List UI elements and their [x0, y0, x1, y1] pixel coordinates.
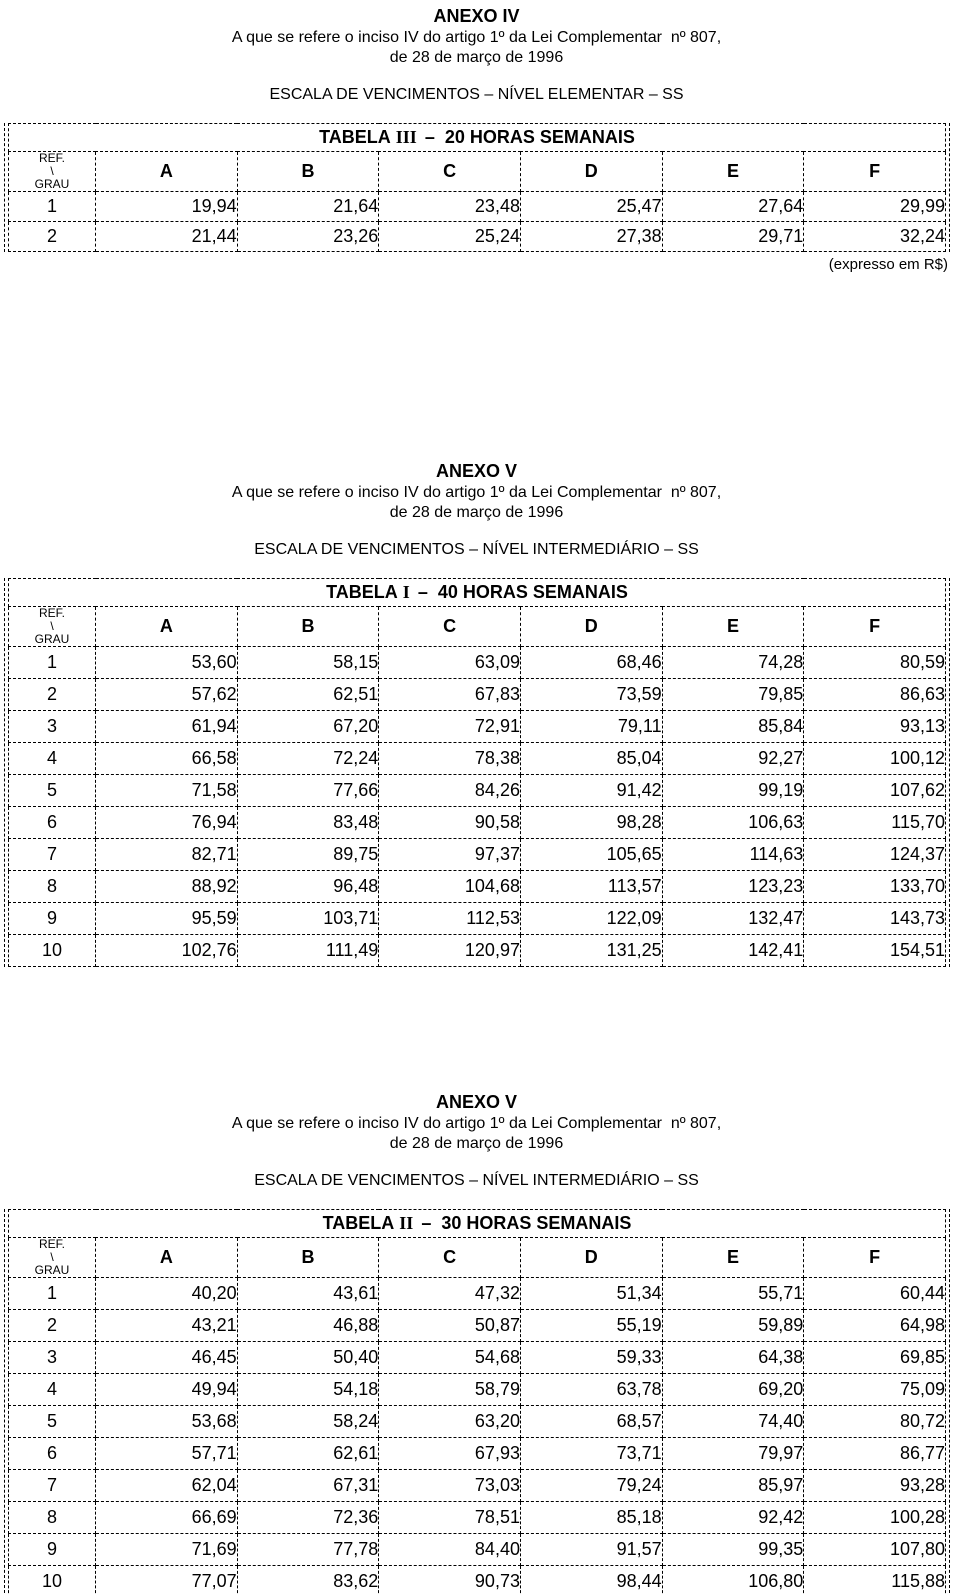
table-row [9, 935, 946, 967]
value-cell: 57,62 [96, 679, 238, 711]
value-cell: 43,61 [237, 1278, 379, 1310]
value-cell: 96,48 [237, 871, 379, 903]
corner-line-slash: \ [50, 164, 54, 178]
escala-heading: ESCALA DE VENCIMENTOS – NÍVEL INTERMEDIÁRIO – SS [254, 1172, 699, 1189]
value-cell: 133,70 [804, 871, 946, 903]
value-cell: 86,63 [804, 679, 946, 711]
value-cell: 73,59 [520, 679, 662, 711]
value-cell: 84,26 [379, 775, 521, 807]
ref-grau-cell: 8 [9, 871, 96, 903]
value-cell: 106,80 [662, 1566, 804, 1594]
value-cell: 62,61 [237, 1438, 379, 1470]
column-header-e: E [662, 1238, 804, 1278]
value-cell: 74,40 [662, 1406, 804, 1438]
value-cell: 49,94 [96, 1374, 238, 1406]
value-cell: 63,09 [379, 647, 521, 679]
tabela-ii-30-horas-frame [4, 1209, 950, 1594]
column-header-f: F [804, 607, 946, 647]
table-title-prefix: TABELA [326, 582, 398, 602]
tabela-i-40-horas [8, 578, 946, 967]
value-cell: 92,27 [662, 743, 804, 775]
value-cell: 77,66 [237, 775, 379, 807]
value-cell: 29,99 [804, 192, 946, 222]
value-cell: 55,19 [520, 1310, 662, 1342]
table-row [9, 647, 946, 679]
value-cell: 98,44 [520, 1566, 662, 1594]
table-title [9, 124, 946, 152]
table-title-numeral: I [402, 582, 410, 602]
table-header-row [9, 1238, 946, 1278]
table-row [9, 1310, 946, 1342]
value-cell: 115,70 [804, 807, 946, 839]
value-cell: 64,98 [804, 1310, 946, 1342]
value-cell: 79,97 [662, 1438, 804, 1470]
value-cell: 59,33 [520, 1342, 662, 1374]
value-cell: 107,80 [804, 1534, 946, 1566]
value-cell: 55,71 [662, 1278, 804, 1310]
value-cell: 73,71 [520, 1438, 662, 1470]
value-cell: 83,62 [237, 1566, 379, 1594]
value-cell: 122,09 [520, 903, 662, 935]
table-title-row [9, 1210, 946, 1238]
value-cell: 114,63 [662, 839, 804, 871]
column-header-b: B [237, 1238, 379, 1278]
tabela-iii-20-horas [8, 123, 946, 252]
table-row [9, 1438, 946, 1470]
value-cell: 54,68 [379, 1342, 521, 1374]
column-header-c: C [379, 607, 521, 647]
value-cell: 43,21 [96, 1310, 238, 1342]
value-cell: 77,78 [237, 1534, 379, 1566]
value-cell: 97,37 [379, 839, 521, 871]
value-cell: 63,20 [379, 1406, 521, 1438]
value-cell: 62,04 [96, 1470, 238, 1502]
value-cell: 85,97 [662, 1470, 804, 1502]
ref-grau-cell: 5 [9, 1406, 96, 1438]
anexo-subtitle-line2: de 28 de março de 1996 [389, 1135, 564, 1152]
ref-grau-cell: 3 [9, 711, 96, 743]
anexo-title: ANEXO IV [433, 6, 520, 26]
value-cell: 124,37 [804, 839, 946, 871]
table-title-prefix: TABELA [322, 1213, 395, 1233]
value-cell: 60,44 [804, 1278, 946, 1310]
ref-grau-cell: 2 [9, 222, 96, 252]
table-row [9, 1374, 946, 1406]
value-cell: 111,49 [237, 935, 379, 967]
value-cell: 92,42 [662, 1502, 804, 1534]
column-header-e: E [662, 152, 804, 192]
table-title-row [9, 124, 946, 152]
table-title-suffix: – 40 HORAS SEMANAIS [417, 582, 628, 602]
table-row [9, 1342, 946, 1374]
value-cell: 67,20 [237, 711, 379, 743]
ref-grau-cell: 1 [9, 192, 96, 222]
anexo-title: ANEXO V [435, 1092, 518, 1112]
value-cell: 76,94 [96, 807, 238, 839]
value-cell: 71,69 [96, 1534, 238, 1566]
table-header-row [9, 607, 946, 647]
value-cell: 71,58 [96, 775, 238, 807]
tabela-ii-30-horas [8, 1209, 946, 1594]
table-row [9, 775, 946, 807]
value-cell: 132,47 [662, 903, 804, 935]
table-row [9, 192, 946, 222]
value-cell: 85,18 [520, 1502, 662, 1534]
ref-grau-cell: 2 [9, 1310, 96, 1342]
value-cell: 100,12 [804, 743, 946, 775]
value-cell: 131,25 [520, 935, 662, 967]
value-cell: 84,40 [379, 1534, 521, 1566]
value-cell: 90,58 [379, 807, 521, 839]
value-cell: 95,59 [96, 903, 238, 935]
table-row [9, 1534, 946, 1566]
anexo-subtitle-line2: de 28 de março de 1996 [389, 49, 564, 66]
ref-grau-corner [9, 152, 96, 192]
value-cell: 51,34 [520, 1278, 662, 1310]
value-cell: 53,60 [96, 647, 238, 679]
ref-grau-cell: 6 [9, 1438, 96, 1470]
value-cell: 19,94 [96, 192, 238, 222]
table-row [9, 1566, 946, 1594]
value-cell: 68,57 [520, 1406, 662, 1438]
value-cell: 27,64 [662, 192, 804, 222]
table-header-row [9, 152, 946, 192]
table-row [9, 1470, 946, 1502]
table-row [9, 1502, 946, 1534]
ref-grau-cell: 7 [9, 839, 96, 871]
corner-line-grau: GRAU [34, 632, 70, 646]
column-header-e: E [662, 607, 804, 647]
corner-line-grau: GRAU [34, 1263, 70, 1277]
table-title [9, 1210, 946, 1238]
table-title-suffix: – 20 HORAS SEMANAIS [424, 127, 635, 147]
value-cell: 21,64 [237, 192, 379, 222]
anexo-subtitle-line1: A que se refere o inciso IV do artigo 1º da Lei Complementar nº 807, [231, 484, 722, 501]
value-cell: 58,15 [237, 647, 379, 679]
table-row [9, 1278, 946, 1310]
section-anexo-v-tabela-i [0, 460, 953, 967]
value-cell: 80,59 [804, 647, 946, 679]
section-anexo-v-tabela-ii [0, 1091, 953, 1594]
value-cell: 93,28 [804, 1470, 946, 1502]
value-cell: 73,03 [379, 1470, 521, 1502]
column-header-c: C [379, 152, 521, 192]
value-cell: 50,40 [237, 1342, 379, 1374]
value-cell: 78,38 [379, 743, 521, 775]
value-cell: 46,88 [237, 1310, 379, 1342]
ref-grau-cell: 10 [9, 935, 96, 967]
value-cell: 50,87 [379, 1310, 521, 1342]
value-cell: 105,65 [520, 839, 662, 871]
table-title-prefix: TABELA [319, 127, 391, 147]
ref-grau-cell: 10 [9, 1566, 96, 1594]
value-cell: 68,46 [520, 647, 662, 679]
table-row [9, 679, 946, 711]
anexo-subtitle-line2: de 28 de março de 1996 [389, 504, 564, 521]
value-cell: 25,47 [520, 192, 662, 222]
ref-grau-cell: 5 [9, 775, 96, 807]
value-cell: 58,79 [379, 1374, 521, 1406]
value-cell: 120,97 [379, 935, 521, 967]
value-cell: 142,41 [662, 935, 804, 967]
value-cell: 100,28 [804, 1502, 946, 1534]
ref-grau-cell: 8 [9, 1502, 96, 1534]
value-cell: 104,68 [379, 871, 521, 903]
value-cell: 103,71 [237, 903, 379, 935]
table-row [9, 807, 946, 839]
value-cell: 23,26 [237, 222, 379, 252]
column-header-d: D [520, 607, 662, 647]
value-cell: 82,71 [96, 839, 238, 871]
escala-heading: ESCALA DE VENCIMENTOS – NÍVEL INTERMEDIÁRIO – SS [254, 541, 699, 558]
column-header-b: B [237, 152, 379, 192]
anexo-title: ANEXO V [435, 461, 518, 481]
value-cell: 115,88 [804, 1566, 946, 1594]
value-cell: 47,32 [379, 1278, 521, 1310]
value-cell: 99,35 [662, 1534, 804, 1566]
value-cell: 29,71 [662, 222, 804, 252]
value-cell: 53,68 [96, 1406, 238, 1438]
value-cell: 57,71 [96, 1438, 238, 1470]
value-cell: 69,20 [662, 1374, 804, 1406]
ref-grau-cell: 6 [9, 807, 96, 839]
ref-grau-cell: 9 [9, 903, 96, 935]
table-row [9, 743, 946, 775]
value-cell: 102,76 [96, 935, 238, 967]
value-cell: 27,38 [520, 222, 662, 252]
value-cell: 23,48 [379, 192, 521, 222]
anexo-subtitle-line1: A que se refere o inciso IV do artigo 1º da Lei Complementar nº 807, [231, 1115, 722, 1132]
column-header-c: C [379, 1238, 521, 1278]
anexo-subtitle-line1: A que se refere o inciso IV do artigo 1º da Lei Complementar nº 807, [231, 29, 722, 46]
value-cell: 66,69 [96, 1502, 238, 1534]
value-cell: 88,92 [96, 871, 238, 903]
table-row [9, 711, 946, 743]
ref-grau-cell: 4 [9, 1374, 96, 1406]
value-cell: 46,45 [96, 1342, 238, 1374]
ref-grau-cell: 1 [9, 1278, 96, 1310]
value-cell: 107,62 [804, 775, 946, 807]
value-cell: 83,48 [237, 807, 379, 839]
value-cell: 62,51 [237, 679, 379, 711]
ref-grau-cell: 4 [9, 743, 96, 775]
corner-line-ref: REF. [38, 151, 65, 165]
value-cell: 91,42 [520, 775, 662, 807]
value-cell: 77,07 [96, 1566, 238, 1594]
value-cell: 85,84 [662, 711, 804, 743]
value-cell: 64,38 [662, 1342, 804, 1374]
tabela-i-40-horas-frame [4, 578, 950, 967]
value-cell: 25,24 [379, 222, 521, 252]
value-cell: 79,24 [520, 1470, 662, 1502]
value-cell: 80,72 [804, 1406, 946, 1438]
column-header-f: F [804, 1238, 946, 1278]
column-header-a: A [96, 152, 238, 192]
value-cell: 78,51 [379, 1502, 521, 1534]
column-header-f: F [804, 152, 946, 192]
value-cell: 67,93 [379, 1438, 521, 1470]
value-cell: 61,94 [96, 711, 238, 743]
column-header-d: D [520, 1238, 662, 1278]
column-header-b: B [237, 607, 379, 647]
ref-grau-corner [9, 607, 96, 647]
value-cell: 72,24 [237, 743, 379, 775]
table-title-numeral: III [395, 127, 417, 147]
table-row [9, 903, 946, 935]
column-header-a: A [96, 1238, 238, 1278]
value-cell: 58,24 [237, 1406, 379, 1438]
value-cell: 67,31 [237, 1470, 379, 1502]
value-cell: 32,24 [804, 222, 946, 252]
value-cell: 40,20 [96, 1278, 238, 1310]
value-cell: 21,44 [96, 222, 238, 252]
value-cell: 75,09 [804, 1374, 946, 1406]
value-cell: 66,58 [96, 743, 238, 775]
value-cell: 59,89 [662, 1310, 804, 1342]
value-cell: 63,78 [520, 1374, 662, 1406]
column-header-a: A [96, 607, 238, 647]
corner-line-ref: REF. [38, 606, 65, 620]
value-cell: 79,11 [520, 711, 662, 743]
corner-line-slash: \ [50, 619, 54, 633]
value-cell: 91,57 [520, 1534, 662, 1566]
table-row [9, 871, 946, 903]
value-cell: 90,73 [379, 1566, 521, 1594]
ref-grau-corner [9, 1238, 96, 1278]
corner-line-ref: REF. [38, 1237, 65, 1251]
value-cell: 67,83 [379, 679, 521, 711]
value-cell: 72,36 [237, 1502, 379, 1534]
escala-heading: ESCALA DE VENCIMENTOS – NÍVEL ELEMENTAR – SS [269, 86, 684, 103]
value-cell: 86,77 [804, 1438, 946, 1470]
value-cell: 72,91 [379, 711, 521, 743]
value-cell: 154,51 [804, 935, 946, 967]
value-cell: 113,57 [520, 871, 662, 903]
value-cell: 99,19 [662, 775, 804, 807]
ref-grau-cell: 1 [9, 647, 96, 679]
value-cell: 112,53 [379, 903, 521, 935]
value-cell: 69,85 [804, 1342, 946, 1374]
section-anexo-iv [0, 0, 953, 274]
table-row [9, 839, 946, 871]
column-header-d: D [520, 152, 662, 192]
value-cell: 54,18 [237, 1374, 379, 1406]
table-row [9, 222, 946, 252]
ref-grau-cell: 9 [9, 1534, 96, 1566]
corner-line-slash: \ [50, 1250, 54, 1264]
value-cell: 123,23 [662, 871, 804, 903]
table-title [9, 579, 946, 607]
value-cell: 106,63 [662, 807, 804, 839]
corner-line-grau: GRAU [34, 177, 70, 191]
value-cell: 85,04 [520, 743, 662, 775]
currency-footnote: (expresso em R$) [828, 256, 948, 273]
table-title-numeral: II [399, 1213, 414, 1233]
value-cell: 143,73 [804, 903, 946, 935]
ref-grau-cell: 7 [9, 1470, 96, 1502]
value-cell: 74,28 [662, 647, 804, 679]
table-title-suffix: – 30 HORAS SEMANAIS [421, 1213, 632, 1233]
tabela-iii-20-horas-frame [4, 123, 950, 252]
table-row [9, 1406, 946, 1438]
table-title-row [9, 579, 946, 607]
value-cell: 89,75 [237, 839, 379, 871]
ref-grau-cell: 3 [9, 1342, 96, 1374]
ref-grau-cell: 2 [9, 679, 96, 711]
value-cell: 93,13 [804, 711, 946, 743]
value-cell: 98,28 [520, 807, 662, 839]
value-cell: 79,85 [662, 679, 804, 711]
